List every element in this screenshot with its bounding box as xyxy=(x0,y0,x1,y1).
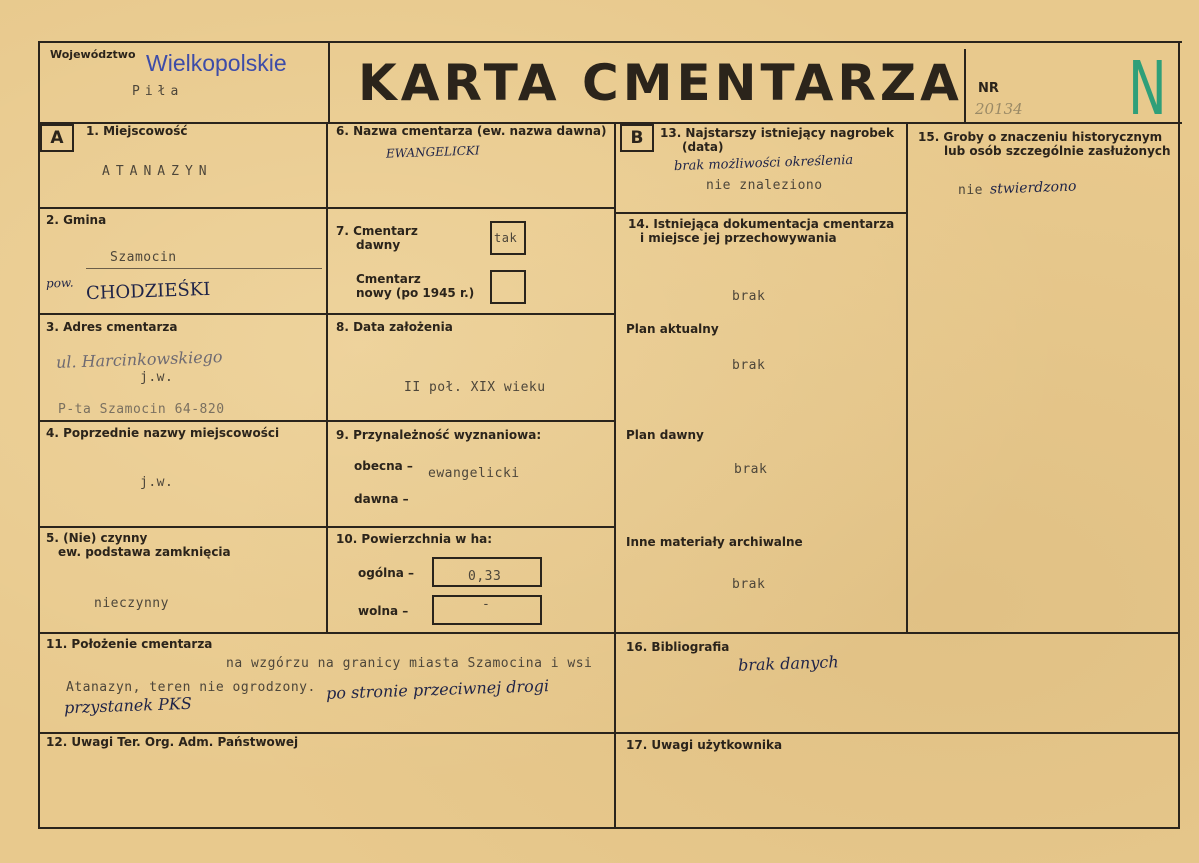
voivodeship-label: Województwo xyxy=(50,48,136,61)
field-9-former-label: dawna – xyxy=(354,492,409,506)
field-13-hand: brak możliwości określenia xyxy=(673,152,854,175)
rule-top xyxy=(38,41,1182,43)
field-1-label: 1. Miejscowość xyxy=(86,124,188,138)
field-10-free-value: - xyxy=(482,597,491,612)
typed-city: Piła xyxy=(132,84,184,99)
field-7-new-label-1: Cmentarz xyxy=(356,272,421,286)
field-11-line-1: na wzgórzu na granicy miasta Szamocina i wsi xyxy=(226,656,593,671)
field-10-free-box xyxy=(432,595,542,625)
field-11-line-2: Atanazyn, teren nie ogrodzony. xyxy=(66,680,316,695)
field-11-label: 11. Położenie cmentarza xyxy=(46,637,213,651)
field-14-value: brak xyxy=(732,289,766,304)
field-2-label: 2. Gmina xyxy=(46,213,107,227)
field-15-label-2: lub osób szczególnie zasłużonych xyxy=(944,144,1171,158)
rule-row-1 xyxy=(38,207,616,209)
field-7-old-label-1: 7. Cmentarz xyxy=(336,224,418,238)
section-a-marker: A xyxy=(40,124,74,152)
rule-row-3 xyxy=(38,420,616,422)
other-materials-value: brak xyxy=(732,577,766,592)
field-3-label: 3. Adres cmentarza xyxy=(46,320,178,334)
field-14-label-2: i miejsce jej przechowywania xyxy=(640,231,837,245)
field-10-total-box xyxy=(432,557,542,587)
rule-left xyxy=(38,41,40,829)
field-13-value: nie znaleziono xyxy=(706,178,823,193)
field-16-label: 16. Bibliografia xyxy=(626,640,730,654)
field-8-label: 8. Data założenia xyxy=(336,320,453,334)
field-2-underline xyxy=(86,268,322,269)
field-5-label-2: ew. podstawa zamknięcia xyxy=(58,545,231,559)
field-8-value: II poł. XIX wieku xyxy=(404,380,546,395)
rule-col-b xyxy=(614,122,616,828)
field-13-label-1: 13. Najstarszy istniejący nagrobek xyxy=(660,126,894,140)
field-5-label-1: 5. (Nie) czynny xyxy=(46,531,148,545)
field-9-current-value: ewangelicki xyxy=(428,466,520,481)
field-10-label: 10. Powierzchnia w ha: xyxy=(336,532,493,546)
rule-col-a xyxy=(326,122,328,634)
field-9-label: 9. Przynależność wyznaniowa: xyxy=(336,428,542,442)
field-6-label: 6. Nazwa cmentarza (ew. nazwa dawna) xyxy=(336,124,607,138)
field-13-label-2: (data) xyxy=(682,140,724,154)
field-17-label: 17. Uwagi użytkownika xyxy=(626,738,783,752)
plan-current-value: brak xyxy=(732,358,766,373)
category-mark: N xyxy=(1128,46,1167,132)
section-b-marker: B xyxy=(620,124,654,152)
other-materials-label: Inne materiały archiwalne xyxy=(626,535,803,549)
field-2-value: Szamocin xyxy=(110,250,177,265)
rule-right xyxy=(1178,41,1180,829)
field-7-old-box xyxy=(490,221,526,255)
field-10-total-value: 0,33 xyxy=(468,569,502,584)
rule-col-c xyxy=(906,122,908,634)
rule-header-2 xyxy=(964,49,966,123)
field-16-value: brak danych xyxy=(737,652,839,675)
rule-header-1 xyxy=(328,41,330,123)
field-7-old-value: tak xyxy=(494,231,518,245)
voivodeship-stamp: Wielkopolskie xyxy=(146,50,287,76)
card-title: KARTA CMENTARZA xyxy=(358,54,963,112)
rule-bottom xyxy=(38,827,1180,829)
field-15-value-hand: stwierdzono xyxy=(989,178,1077,198)
field-7-new-box xyxy=(490,270,526,304)
field-11-hand-2: przystanek PKS xyxy=(63,693,193,718)
rule-row-2 xyxy=(38,313,616,315)
field-4-label: 4. Poprzednie nazwy miejscowości xyxy=(46,426,280,440)
field-6-value: EWANGELICKI xyxy=(385,143,480,161)
field-3-postal: P-ta Szamocin 64-820 xyxy=(58,402,225,417)
rule-row-4 xyxy=(38,526,616,528)
field-3-value: j.w. xyxy=(140,370,174,385)
field-5-value: nieczynny xyxy=(94,596,169,611)
field-15-value-typed: nie xyxy=(958,183,983,198)
plan-old-value: brak xyxy=(734,462,768,477)
rule-row-6 xyxy=(38,732,1180,734)
field-7-new-label-2: nowy (po 1945 r.) xyxy=(356,286,475,300)
field-4-value: j.w. xyxy=(140,475,174,490)
field-10-total-label: ogólna – xyxy=(358,566,415,580)
field-9-current-label: obecna – xyxy=(354,459,413,473)
plan-current-label: Plan aktualny xyxy=(626,322,719,336)
nr-label: NR xyxy=(978,81,999,96)
rule-b-13 xyxy=(614,212,908,214)
field-3-hand: ul. Harcinkowskiego xyxy=(55,347,223,372)
field-11-hand-1: po stronie przeciwnej drogi xyxy=(325,676,550,703)
rule-row-5 xyxy=(38,632,1180,634)
field-14-label-1: 14. Istniejąca dokumentacja cmentarza xyxy=(628,217,895,231)
field-12-label: 12. Uwagi Ter. Org. Adm. Państwowej xyxy=(46,735,299,749)
field-2-pow-value: CHODZIEŚKI xyxy=(85,278,211,305)
field-10-free-label: wolna – xyxy=(358,604,409,618)
rule-header-bottom xyxy=(38,122,1182,124)
field-7-old-label-2: dawny xyxy=(356,238,401,252)
field-2-pow-prefix: pow. xyxy=(45,275,74,291)
plan-old-label: Plan dawny xyxy=(626,428,704,442)
field-1-value: ATANAZYN xyxy=(102,164,213,179)
field-15-label-1: 15. Groby o znaczeniu historycznym xyxy=(918,130,1163,144)
nr-value: 20134 xyxy=(975,100,1023,118)
